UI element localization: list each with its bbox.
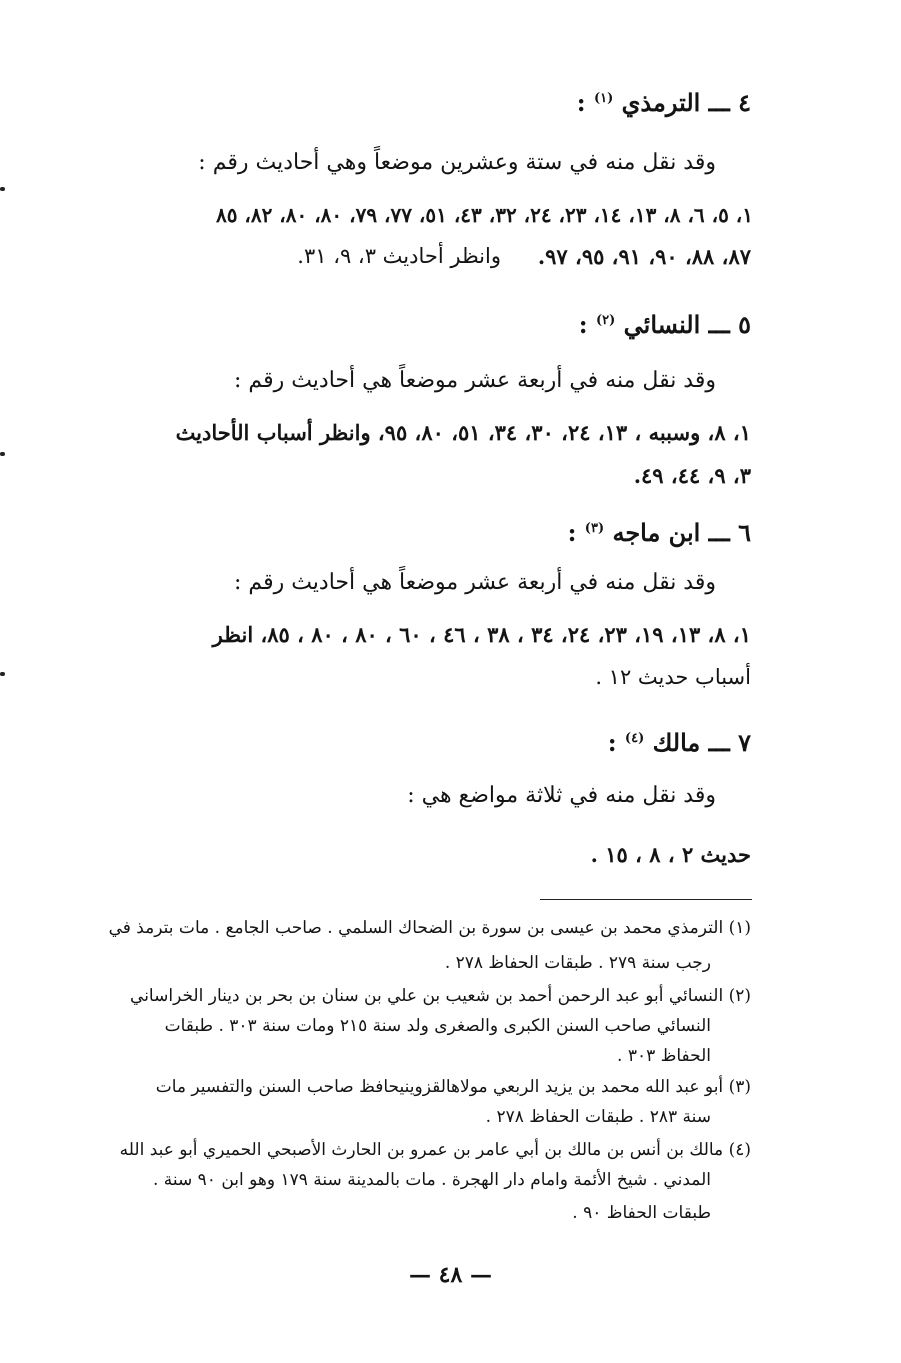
footnote-line: رجب سنة ٢٧٩ . طبقات الحفاظ ٢٧٨ . xyxy=(444,953,711,973)
footnote-line xyxy=(130,986,751,1006)
section-intro: وقد نقل منه في أربعة عشر موضعاً هي أحاديث رقم : xyxy=(234,570,716,595)
hadith-numbers-line: ٨٧، ٨٨، ٩٠، ٩١، ٩٥، ٩٧. xyxy=(537,244,751,269)
section-number: ٤ xyxy=(738,88,751,117)
footnote-line xyxy=(156,1077,751,1097)
hadith-numbers-line: ١، ٥، ٦، ٨، ١٣، ١٤، ٢٣، ٢٤، ٣٢، ٤٣، ٥١، ٧٧، ٧٩، ٨٠، ٨٠، ٨٢، ٨٥ xyxy=(215,203,753,227)
section-heading-tirmidhi: ٤ ـــ الترمذي $^{(١)}$ : xyxy=(576,88,751,117)
footnote-line: الحفاظ ٣٠٣ . xyxy=(617,1046,711,1066)
section-title: مالك xyxy=(652,728,701,757)
footnote-mark: (١) xyxy=(728,918,751,938)
section-intro: وقد نقل منه في ستة وعشرين موضعاً وهي أحاديث رقم : xyxy=(198,150,716,175)
footnote-line: طبقات الحفاظ ٩٠ . xyxy=(572,1203,711,1223)
footnote-ref: (٣) xyxy=(584,521,605,536)
section-heading-malik: ٧ ـــ مالك $^{(٤)}$ : xyxy=(607,728,751,757)
footnote-text: النسائي أبو عبد الرحمن أحمد بن شعيب بن علي بن سنان بن بحر بن دينار الخراساني xyxy=(130,986,724,1006)
footnote-ref: (٢) xyxy=(596,313,616,328)
scan-edge-mark xyxy=(0,187,5,191)
section-heading-nasai: ٥ ـــ النسائي $^{(٢)}$ : xyxy=(578,310,751,339)
hadith-numbers-line: حديث ٢ ، ٨ ، ١٥ . xyxy=(590,842,751,867)
hadith-numbers-line: أسباب حديث ١٢ . xyxy=(595,665,751,689)
see-also-note: وانظر أحاديث ٣، ٩، ٣١. xyxy=(297,244,501,268)
section-number: ٥ xyxy=(738,310,751,339)
hadith-numbers-line: ٣، ٩، ٤٤، ٤٩. xyxy=(633,463,751,488)
section-number: ٧ xyxy=(738,728,751,757)
footnote-text: مالك بن أنس بن مالك بن أبي عامر بن عمرو بن الحارث الأصبحي الحميري أبو عبد الله xyxy=(119,1140,724,1160)
scan-edge-mark xyxy=(0,452,5,456)
footnote-mark: (٣) xyxy=(728,1077,751,1097)
section-number: ٦ xyxy=(738,518,751,547)
section-title: النسائي xyxy=(623,310,701,339)
hadith-numbers-line: ١، ٨، وسببه ، ١٣، ٢٤، ٣٠، ٣٤، ٥١، ٨٠، ٩٥، وانظر أسباب الأحاديث xyxy=(175,420,751,445)
scan-edge-mark xyxy=(0,672,5,676)
section-intro: وقد نقل منه في أربعة عشر موضعاً هي أحاديث رقم : xyxy=(234,368,716,393)
footnote-mark: (٢) xyxy=(728,986,751,1006)
section-title: الترمذي xyxy=(621,88,701,117)
hadith-numbers-line: ١، ٨، ١٣، ١٩، ٢٣، ٢٤، ٣٤ ، ٣٨ ، ٤٦ ، ٦٠ ، ٨٠ ، ٨٠ ، ٨٥، انظر xyxy=(212,622,751,647)
section-title: ابن ماجه xyxy=(612,518,701,547)
footnote-ref: (١) xyxy=(593,91,614,106)
footnote-line: المدني . شيخ الأئمة وامام دار الهجرة . مات بالمدينة سنة ١٧٩ وهو ابن ٩٠ سنة . xyxy=(152,1170,711,1190)
section-heading-ibn-majah: ٦ ـــ ابن ماجه $^{(٣)}$ : xyxy=(567,518,751,547)
page-number: — ٤٨ — xyxy=(409,1262,492,1288)
footnote-ref: (٤) xyxy=(624,731,645,746)
footnote-mark: (٤) xyxy=(728,1140,751,1160)
footnote-line xyxy=(109,918,751,938)
footnote-line: النسائي صاحب السنن الكبرى والصغرى ولد سنة ٢١٥ ومات سنة ٣٠٣ . طبقات xyxy=(164,1016,711,1036)
footnote-line xyxy=(120,1140,751,1160)
footnote-separator xyxy=(540,899,752,900)
section-intro: وقد نقل منه في ثلاثة مواضع هي : xyxy=(407,783,716,808)
footnote-text: أبو عبد الله محمد بن يزيد الربعي مولاهالقزوينيحافظ صاحب السنن والتفسير مات xyxy=(155,1077,724,1097)
footnote-text: الترمذي محمد بن عيسى بن سورة بن الضحاك السلمي . صاحب الجامع . مات بترمذ في xyxy=(108,918,724,938)
footnote-line: سنة ٢٨٣ . طبقات الحفاظ ٢٧٨ . xyxy=(485,1107,711,1127)
